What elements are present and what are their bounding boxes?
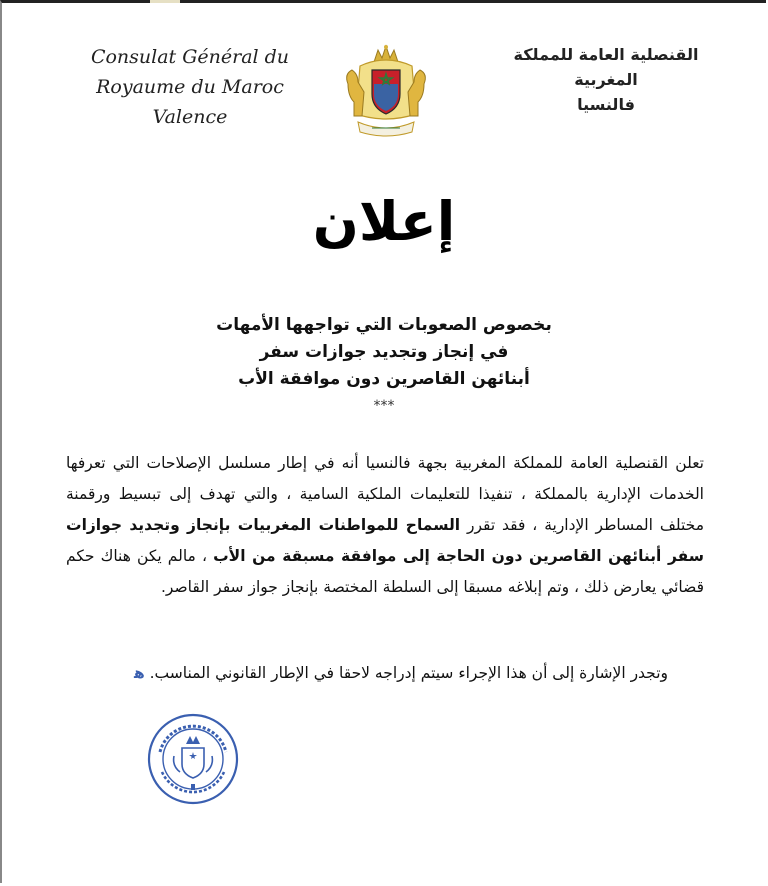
letterhead-arabic [506, 42, 706, 117]
official-stamp-icon [146, 712, 240, 806]
body-bold-decision: السماح للمواطنات المغربيات بإنجاز وتجديد جوازات سفر أبنائهن القاصرين دون الحاجة إلى موافقة مسبقة من الأب [66, 516, 704, 565]
letterhead-french-line-1: Consulat Général du [90, 46, 290, 68]
subject-line-1: بخصوص الصعوبات التي تواجهها الأمهات [216, 315, 552, 335]
announcement-title: إعلان [312, 190, 456, 253]
body-part-1: تعلن القنصلية العامة للمملكة المغربية بجهة فالنسيا أنه في إطار مسلسل الإصلاحات التي تعرفها الخدمات الإدارية بالمملكة ، تنفيذا للتعليمات الملكية السامية ، والتي تهدف إلى تبسيط ورقمنة مختلف المساطر الإدارية ، فقد تقرر [66, 454, 704, 534]
announcement-body [66, 448, 704, 603]
announcement-subject [140, 312, 628, 393]
separator-stars: *** [373, 398, 395, 414]
subject-line-3: أبنائهن القاصرين دون موافقة الأب [238, 369, 530, 389]
closing-note [66, 660, 668, 686]
top-edge-mark [150, 0, 180, 3]
coat-of-arms-icon [342, 44, 430, 140]
signature-mark: ﻫ [133, 664, 145, 682]
letterhead-arabic-line-1: القنصلية العامة للمملكة [513, 45, 699, 64]
letterhead-french-line-3: Valence [152, 106, 228, 128]
letterhead-arabic-line-2: المغربية [574, 70, 638, 89]
letterhead-french-line-2: Royaume du Maroc [96, 76, 284, 98]
letterhead-french [90, 42, 290, 132]
subject-line-2: في إنجاز وتجديد جوازات سفر [259, 342, 509, 362]
body-part-2: ، مالم يكن هناك حكم قضائي يعارض ذلك ، وتم إبلاغه مسبقا إلى السلطة المختصة بإنجاز جواز سفر القاصر. [66, 547, 704, 596]
letterhead-arabic-line-3: فالنسيا [577, 95, 635, 114]
closing-note-text: وتجدر الإشارة إلى أن هذا الإجراء سيتم إدراجه لاحقا في الإطار القانوني المناسب. [149, 664, 668, 682]
